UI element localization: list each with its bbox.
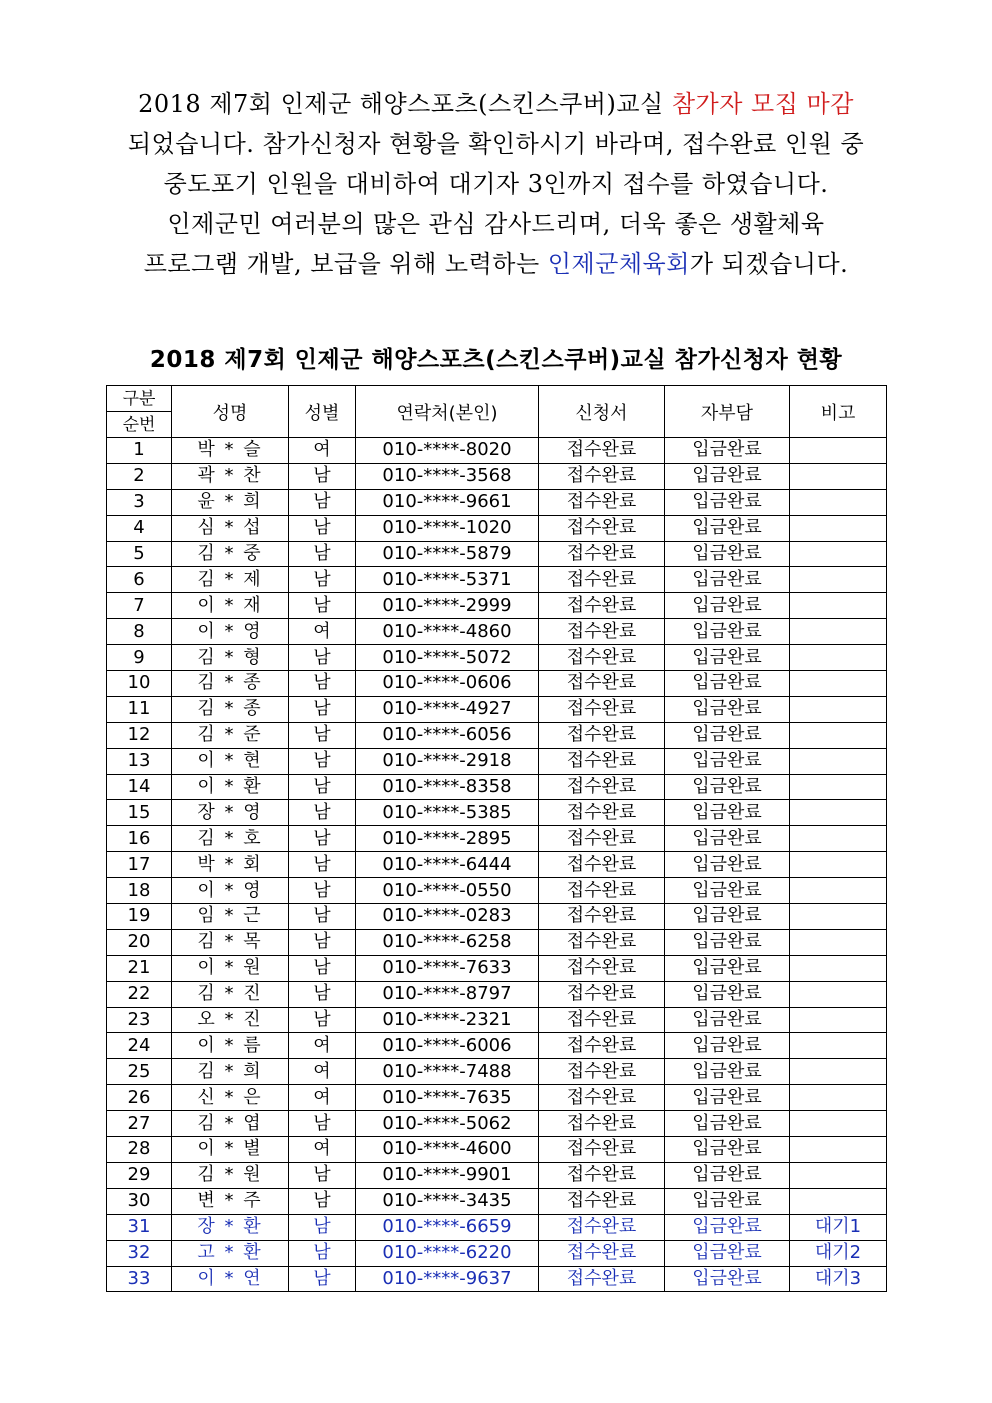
cell-number: 1 xyxy=(107,438,172,464)
cell-gender: 남 xyxy=(289,1162,356,1188)
cell-payment: 입금완료 xyxy=(665,1266,790,1292)
notice-line-1 xyxy=(100,84,892,124)
table-row xyxy=(107,722,887,748)
cell-application: 접수완료 xyxy=(539,1137,665,1163)
cell-remark xyxy=(790,489,887,515)
table-row xyxy=(107,1188,887,1214)
cell-payment: 입금완료 xyxy=(665,593,790,619)
cell-name: 이 * 원 xyxy=(172,955,289,981)
cell-remark xyxy=(790,955,887,981)
cell-number: 2 xyxy=(107,463,172,489)
cell-payment: 입금완료 xyxy=(665,463,790,489)
cell-name: 김 * 형 xyxy=(172,645,289,671)
cell-gender: 남 xyxy=(289,800,356,826)
cell-gender: 남 xyxy=(289,567,356,593)
table-row xyxy=(107,748,887,774)
cell-application: 접수완료 xyxy=(539,1085,665,1111)
organization-highlight: 인제군체육회 xyxy=(547,250,690,278)
applicant-table xyxy=(106,385,887,1292)
table-row xyxy=(107,981,887,1007)
cell-application: 접수완료 xyxy=(539,1214,665,1240)
table-row xyxy=(107,696,887,722)
cell-remark: 대기3 xyxy=(790,1266,887,1292)
cell-payment: 입금완료 xyxy=(665,438,790,464)
cell-gender: 남 xyxy=(289,593,356,619)
cell-name: 이 * 현 xyxy=(172,748,289,774)
cell-remark xyxy=(790,1137,887,1163)
cell-name: 이 * 영 xyxy=(172,619,289,645)
cell-number: 29 xyxy=(107,1162,172,1188)
cell-name: 김 * 제 xyxy=(172,567,289,593)
cell-name: 고 * 환 xyxy=(172,1240,289,1266)
notice-line-2: 되었습니다. 참가신청자 현황을 확인하시기 바라며, 접수완료 인원 중 xyxy=(127,130,865,158)
cell-contact: 010-****-6220 xyxy=(356,1240,539,1266)
cell-contact: 010-****-7635 xyxy=(356,1085,539,1111)
cell-name: 신 * 은 xyxy=(172,1085,289,1111)
cell-contact: 010-****-4600 xyxy=(356,1137,539,1163)
cell-remark xyxy=(790,671,887,697)
cell-remark xyxy=(790,1162,887,1188)
notice-line-3: 중도포기 인원을 대비하여 대기자 3인까지 접수를 하였습니다. xyxy=(163,170,829,198)
table-row xyxy=(107,438,887,464)
cell-remark xyxy=(790,515,887,541)
cell-gender: 여 xyxy=(289,1033,356,1059)
table-row xyxy=(107,567,887,593)
cell-name: 이 * 재 xyxy=(172,593,289,619)
cell-contact: 010-****-3435 xyxy=(356,1188,539,1214)
cell-remark xyxy=(790,541,887,567)
cell-number: 20 xyxy=(107,929,172,955)
cell-payment: 입금완료 xyxy=(665,929,790,955)
cell-number: 18 xyxy=(107,878,172,904)
cell-application: 접수완료 xyxy=(539,438,665,464)
cell-name: 이 * 영 xyxy=(172,878,289,904)
cell-number: 27 xyxy=(107,1111,172,1137)
cell-remark xyxy=(790,826,887,852)
cell-name: 장 * 영 xyxy=(172,800,289,826)
cell-name: 이 * 연 xyxy=(172,1266,289,1292)
cell-payment: 입금완료 xyxy=(665,567,790,593)
cell-gender: 남 xyxy=(289,1007,356,1033)
cell-remark xyxy=(790,722,887,748)
table-row xyxy=(107,593,887,619)
cell-contact: 010-****-8020 xyxy=(356,438,539,464)
notice-text: 프로그램 개발, 보급을 위해 노력하는 xyxy=(143,250,548,278)
cell-number: 32 xyxy=(107,1240,172,1266)
cell-application: 접수완료 xyxy=(539,593,665,619)
cell-remark xyxy=(790,748,887,774)
cell-name: 김 * 종 xyxy=(172,696,289,722)
cell-number: 22 xyxy=(107,981,172,1007)
table-row xyxy=(107,489,887,515)
cell-application: 접수완료 xyxy=(539,515,665,541)
header-application: 신청서 xyxy=(539,386,665,438)
cell-name: 장 * 환 xyxy=(172,1214,289,1240)
cell-number: 3 xyxy=(107,489,172,515)
cell-gender: 남 xyxy=(289,878,356,904)
cell-gender: 남 xyxy=(289,826,356,852)
notice-line-4: 인제군민 여러분의 많은 관심 감사드리며, 더욱 좋은 생활체육 xyxy=(167,210,825,238)
cell-number: 23 xyxy=(107,1007,172,1033)
cell-name: 임 * 근 xyxy=(172,904,289,930)
cell-application: 접수완료 xyxy=(539,1240,665,1266)
cell-number: 15 xyxy=(107,800,172,826)
header-category: 구분 xyxy=(107,386,172,412)
header-payment: 자부담 xyxy=(665,386,790,438)
cell-name: 김 * 목 xyxy=(172,929,289,955)
cell-gender: 남 xyxy=(289,696,356,722)
cell-remark xyxy=(790,696,887,722)
cell-remark xyxy=(790,463,887,489)
cell-number: 11 xyxy=(107,696,172,722)
cell-payment: 입금완료 xyxy=(665,800,790,826)
cell-number: 26 xyxy=(107,1085,172,1111)
table-row xyxy=(107,1137,887,1163)
cell-payment: 입금완료 xyxy=(665,774,790,800)
cell-application: 접수완료 xyxy=(539,645,665,671)
cell-contact: 010-****-7633 xyxy=(356,955,539,981)
cell-contact: 010-****-9661 xyxy=(356,489,539,515)
table-row xyxy=(107,645,887,671)
cell-remark xyxy=(790,438,887,464)
table-row xyxy=(107,1162,887,1188)
cell-name: 변 * 주 xyxy=(172,1188,289,1214)
cell-number: 4 xyxy=(107,515,172,541)
cell-application: 접수완료 xyxy=(539,696,665,722)
cell-remark xyxy=(790,1111,887,1137)
table-row xyxy=(107,1111,887,1137)
cell-number: 9 xyxy=(107,645,172,671)
cell-payment: 입금완료 xyxy=(665,1214,790,1240)
cell-contact: 010-****-5385 xyxy=(356,800,539,826)
cell-payment: 입금완료 xyxy=(665,696,790,722)
cell-payment: 입금완료 xyxy=(665,878,790,904)
table-title: 2018 제7회 인제군 해양스포츠(스킨스쿠버)교실 참가신청자 현황 xyxy=(149,347,843,373)
table-row xyxy=(107,541,887,567)
cell-contact: 010-****-0283 xyxy=(356,904,539,930)
cell-number: 6 xyxy=(107,567,172,593)
cell-name: 윤 * 희 xyxy=(172,489,289,515)
cell-gender: 남 xyxy=(289,515,356,541)
cell-application: 접수완료 xyxy=(539,1162,665,1188)
cell-number: 12 xyxy=(107,722,172,748)
cell-number: 10 xyxy=(107,671,172,697)
table-row xyxy=(107,1214,887,1240)
cell-contact: 010-****-6006 xyxy=(356,1033,539,1059)
cell-contact: 010-****-7488 xyxy=(356,1059,539,1085)
table-row xyxy=(107,929,887,955)
cell-name: 김 * 희 xyxy=(172,1059,289,1085)
cell-gender: 여 xyxy=(289,1059,356,1085)
cell-remark xyxy=(790,567,887,593)
table-row xyxy=(107,955,887,981)
cell-remark xyxy=(790,593,887,619)
header-name: 성명 xyxy=(172,386,289,438)
cell-application: 접수완료 xyxy=(539,878,665,904)
cell-gender: 남 xyxy=(289,463,356,489)
cell-payment: 입금완료 xyxy=(665,1162,790,1188)
cell-application: 접수완료 xyxy=(539,489,665,515)
cell-gender: 남 xyxy=(289,981,356,1007)
cell-remark xyxy=(790,800,887,826)
cell-remark xyxy=(790,1059,887,1085)
cell-number: 7 xyxy=(107,593,172,619)
cell-contact: 010-****-0606 xyxy=(356,671,539,697)
cell-remark xyxy=(790,878,887,904)
cell-name: 심 * 섭 xyxy=(172,515,289,541)
cell-contact: 010-****-2999 xyxy=(356,593,539,619)
cell-contact: 010-****-5062 xyxy=(356,1111,539,1137)
cell-gender: 남 xyxy=(289,774,356,800)
cell-payment: 입금완료 xyxy=(665,541,790,567)
cell-contact: 010-****-0550 xyxy=(356,878,539,904)
cell-contact: 010-****-5879 xyxy=(356,541,539,567)
cell-contact: 010-****-8797 xyxy=(356,981,539,1007)
cell-remark xyxy=(790,1033,887,1059)
cell-payment: 입금완료 xyxy=(665,1085,790,1111)
cell-payment: 입금완료 xyxy=(665,826,790,852)
cell-payment: 입금완료 xyxy=(665,619,790,645)
cell-application: 접수완료 xyxy=(539,619,665,645)
table-row xyxy=(107,774,887,800)
cell-number: 30 xyxy=(107,1188,172,1214)
cell-remark xyxy=(790,645,887,671)
cell-number: 25 xyxy=(107,1059,172,1085)
cell-gender: 여 xyxy=(289,438,356,464)
cell-application: 접수완료 xyxy=(539,1111,665,1137)
cell-remark xyxy=(790,619,887,645)
cell-name: 김 * 엽 xyxy=(172,1111,289,1137)
cell-gender: 남 xyxy=(289,1188,356,1214)
header-number: 순번 xyxy=(107,412,172,438)
cell-contact: 010-****-6258 xyxy=(356,929,539,955)
cell-contact: 010-****-5371 xyxy=(356,567,539,593)
cell-gender: 남 xyxy=(289,748,356,774)
cell-name: 박 * 회 xyxy=(172,852,289,878)
cell-application: 접수완료 xyxy=(539,904,665,930)
table-body xyxy=(107,438,887,1292)
header-gender: 성별 xyxy=(289,386,356,438)
cell-remark xyxy=(790,904,887,930)
cell-application: 접수완료 xyxy=(539,1188,665,1214)
cell-application: 접수완료 xyxy=(539,826,665,852)
cell-contact: 010-****-6444 xyxy=(356,852,539,878)
header-remarks: 비고 xyxy=(790,386,887,438)
cell-payment: 입금완료 xyxy=(665,1007,790,1033)
cell-contact: 010-****-2918 xyxy=(356,748,539,774)
cell-number: 16 xyxy=(107,826,172,852)
cell-gender: 남 xyxy=(289,904,356,930)
cell-application: 접수완료 xyxy=(539,671,665,697)
cell-application: 접수완료 xyxy=(539,567,665,593)
cell-payment: 입금완료 xyxy=(665,1240,790,1266)
cell-name: 곽 * 찬 xyxy=(172,463,289,489)
cell-remark: 대기2 xyxy=(790,1240,887,1266)
cell-contact: 010-****-5072 xyxy=(356,645,539,671)
cell-remark xyxy=(790,981,887,1007)
cell-contact: 010-****-6056 xyxy=(356,722,539,748)
cell-payment: 입금완료 xyxy=(665,1111,790,1137)
table-row xyxy=(107,463,887,489)
notice-text: 가 되겠습니다. xyxy=(689,250,849,278)
table-header xyxy=(107,386,887,438)
table-row xyxy=(107,1033,887,1059)
cell-remark xyxy=(790,1188,887,1214)
table-row xyxy=(107,1059,887,1085)
cell-contact: 010-****-4860 xyxy=(356,619,539,645)
cell-payment: 입금완료 xyxy=(665,904,790,930)
table-row xyxy=(107,878,887,904)
table-row xyxy=(107,904,887,930)
cell-number: 24 xyxy=(107,1033,172,1059)
cell-gender: 남 xyxy=(289,671,356,697)
table-row xyxy=(107,1266,887,1292)
cell-payment: 입금완료 xyxy=(665,1059,790,1085)
cell-number: 19 xyxy=(107,904,172,930)
cell-gender: 남 xyxy=(289,1111,356,1137)
cell-remark xyxy=(790,774,887,800)
cell-application: 접수완료 xyxy=(539,748,665,774)
notice-line-5 xyxy=(100,244,892,284)
cell-gender: 남 xyxy=(289,1240,356,1266)
cell-contact: 010-****-8358 xyxy=(356,774,539,800)
cell-contact: 010-****-4927 xyxy=(356,696,539,722)
table-row xyxy=(107,1007,887,1033)
notice-text: 2018 제7회 인제군 해양스포츠(스킨스쿠버)교실 xyxy=(138,90,672,118)
cell-payment: 입금완료 xyxy=(665,671,790,697)
closing-highlight: 참가자 모집 마감 xyxy=(671,90,854,118)
cell-payment: 입금완료 xyxy=(665,722,790,748)
cell-number: 14 xyxy=(107,774,172,800)
table-row xyxy=(107,515,887,541)
cell-number: 17 xyxy=(107,852,172,878)
table-row xyxy=(107,1240,887,1266)
cell-application: 접수완료 xyxy=(539,800,665,826)
cell-gender: 여 xyxy=(289,1085,356,1111)
cell-contact: 010-****-9901 xyxy=(356,1162,539,1188)
cell-application: 접수완료 xyxy=(539,1007,665,1033)
table-row xyxy=(107,826,887,852)
cell-payment: 입금완료 xyxy=(665,852,790,878)
cell-gender: 여 xyxy=(289,619,356,645)
cell-payment: 입금완료 xyxy=(665,515,790,541)
header-contact: 연락처(본인) xyxy=(356,386,539,438)
cell-gender: 남 xyxy=(289,1266,356,1292)
cell-gender: 남 xyxy=(289,541,356,567)
cell-remark xyxy=(790,929,887,955)
cell-application: 접수완료 xyxy=(539,955,665,981)
cell-number: 21 xyxy=(107,955,172,981)
cell-gender: 남 xyxy=(289,489,356,515)
cell-number: 31 xyxy=(107,1214,172,1240)
cell-payment: 입금완료 xyxy=(665,748,790,774)
cell-number: 13 xyxy=(107,748,172,774)
cell-payment: 입금완료 xyxy=(665,981,790,1007)
cell-contact: 010-****-1020 xyxy=(356,515,539,541)
cell-contact: 010-****-6659 xyxy=(356,1214,539,1240)
cell-remark xyxy=(790,1007,887,1033)
cell-remark xyxy=(790,1085,887,1111)
notice-paragraph xyxy=(100,84,892,284)
table-row xyxy=(107,852,887,878)
table-row xyxy=(107,671,887,697)
cell-name: 이 * 환 xyxy=(172,774,289,800)
cell-contact: 010-****-2321 xyxy=(356,1007,539,1033)
cell-application: 접수완료 xyxy=(539,463,665,489)
cell-name: 이 * 름 xyxy=(172,1033,289,1059)
cell-application: 접수완료 xyxy=(539,929,665,955)
cell-name: 김 * 원 xyxy=(172,1162,289,1188)
cell-application: 접수완료 xyxy=(539,1266,665,1292)
cell-name: 김 * 호 xyxy=(172,826,289,852)
cell-contact: 010-****-2895 xyxy=(356,826,539,852)
cell-application: 접수완료 xyxy=(539,541,665,567)
cell-gender: 여 xyxy=(289,1137,356,1163)
cell-gender: 남 xyxy=(289,852,356,878)
cell-number: 28 xyxy=(107,1137,172,1163)
cell-name: 박 * 슬 xyxy=(172,438,289,464)
cell-name: 김 * 준 xyxy=(172,722,289,748)
cell-remark xyxy=(790,852,887,878)
cell-gender: 남 xyxy=(289,722,356,748)
cell-gender: 남 xyxy=(289,1214,356,1240)
cell-name: 김 * 진 xyxy=(172,981,289,1007)
cell-remark: 대기1 xyxy=(790,1214,887,1240)
cell-payment: 입금완료 xyxy=(665,1137,790,1163)
cell-gender: 남 xyxy=(289,645,356,671)
table-row xyxy=(107,800,887,826)
cell-application: 접수완료 xyxy=(539,722,665,748)
cell-application: 접수완료 xyxy=(539,852,665,878)
cell-application: 접수완료 xyxy=(539,774,665,800)
cell-payment: 입금완료 xyxy=(665,955,790,981)
cell-payment: 입금완료 xyxy=(665,489,790,515)
cell-name: 오 * 진 xyxy=(172,1007,289,1033)
cell-number: 33 xyxy=(107,1266,172,1292)
table-row xyxy=(107,1085,887,1111)
cell-application: 접수완료 xyxy=(539,1059,665,1085)
cell-number: 8 xyxy=(107,619,172,645)
cell-gender: 남 xyxy=(289,955,356,981)
cell-contact: 010-****-9637 xyxy=(356,1266,539,1292)
cell-payment: 입금완료 xyxy=(665,1188,790,1214)
cell-application: 접수완료 xyxy=(539,1033,665,1059)
cell-name: 김 * 종 xyxy=(172,671,289,697)
cell-application: 접수완료 xyxy=(539,981,665,1007)
table-row xyxy=(107,619,887,645)
cell-number: 5 xyxy=(107,541,172,567)
cell-payment: 입금완료 xyxy=(665,645,790,671)
cell-payment: 입금완료 xyxy=(665,1033,790,1059)
cell-name: 이 * 별 xyxy=(172,1137,289,1163)
cell-contact: 010-****-3568 xyxy=(356,463,539,489)
cell-gender: 남 xyxy=(289,929,356,955)
cell-name: 김 * 중 xyxy=(172,541,289,567)
